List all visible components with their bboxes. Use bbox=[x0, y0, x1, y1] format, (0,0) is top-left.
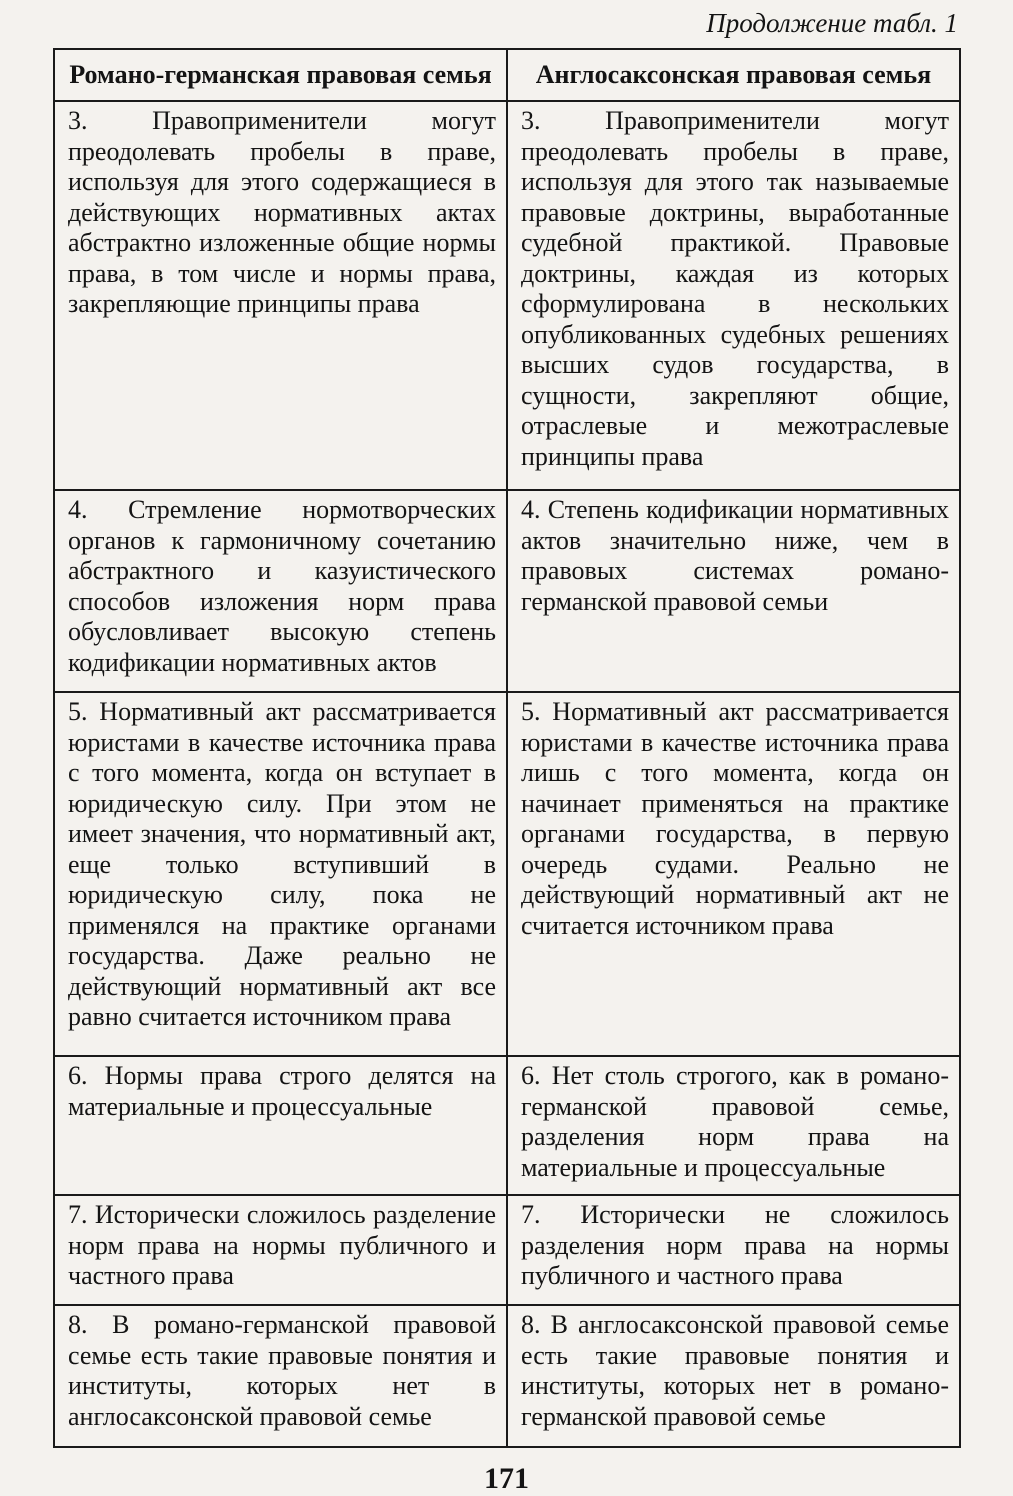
table-header-row bbox=[54, 49, 960, 101]
comparison-table bbox=[53, 48, 961, 1448]
cell-romano-germanic: 4. Стремление нормотворческих органов к гармоничному сочетанию абстрактного и казуистического способов изложения норм права обусловливает высокую степень кодификации нормативных актов bbox=[54, 490, 507, 692]
header-anglo-saxon: Англосаксонская правовая семья bbox=[507, 49, 960, 101]
table-row bbox=[54, 692, 960, 1056]
cell-anglo-saxon: 4. Степень кодификации нормативных актов значительно ниже, чем в правовых системах романо-германской правовой семьи bbox=[507, 490, 960, 692]
cell-anglo-saxon: 8. В англосаксонской правовой семье есть такие правовые понятия и институты, которых нет в романо-германской правовой семье bbox=[507, 1305, 960, 1447]
header-romano-germanic: Романо-германская правовая семья bbox=[54, 49, 507, 101]
table-continuation-caption: Продолжение табл. 1 bbox=[706, 8, 958, 38]
page-number: 171 bbox=[484, 1462, 529, 1495]
cell-anglo-saxon: 5. Нормативный акт рассматривается юристами в качестве источника права лишь с того момента, когда он начинает применяться на практике органами государства, в первую очередь судами. Реально не действующий нормативный акт не считается источником права bbox=[507, 692, 960, 1056]
cell-romano-germanic: 5. Нормативный акт рассматривается юристами в качестве источника права с того момента, когда он вступает в юридическую силу. При этом не имеет значения, что нормативный акт, еще только вступивший в юридическую силу, пока не применялся на практике органами государства. Даже реально не действующий нормативный акт все равно считается источником права bbox=[54, 692, 507, 1056]
table-row bbox=[54, 490, 960, 692]
cell-anglo-saxon: 7. Исторически не сложилось разделения норм права на нормы публичного и частного права bbox=[507, 1195, 960, 1305]
table-row bbox=[54, 1195, 960, 1305]
table-row bbox=[54, 1056, 960, 1195]
cell-anglo-saxon: 6. Нет столь строгого, как в романо-германской правовой семье, разделения норм права на материальные и процессуальные bbox=[507, 1056, 960, 1195]
table-row bbox=[54, 101, 960, 490]
cell-romano-germanic: 3. Правоприменители могут преодолевать пробелы в праве, используя для этого содержащиеся в действующих нормативных актах абстрактно изложенные общие нормы права, в том числе и нормы права, закрепляющие принципы права bbox=[54, 101, 507, 490]
cell-romano-germanic: 7. Исторически сложилось разделение норм права на нормы публичного и частного права bbox=[54, 1195, 507, 1305]
cell-anglo-saxon: 3. Правоприменители могут преодолевать пробелы в праве, используя для этого так называемые правовые доктрины, выработанные судебной практикой. Правовые доктрины, каждая из которых сформулирована в нескольких опубликованных судебных решениях высших судов государства, в сущности, закрепляют общие, отраслевые и межотраслевые принципы права bbox=[507, 101, 960, 490]
cell-romano-germanic: 6. Нормы права строго делятся на материальные и процессуальные bbox=[54, 1056, 507, 1195]
cell-romano-germanic: 8. В романо-германской правовой семье есть такие правовые понятия и институты, которых нет в англосаксонской правовой семье bbox=[54, 1305, 507, 1447]
table-row bbox=[54, 1305, 960, 1447]
